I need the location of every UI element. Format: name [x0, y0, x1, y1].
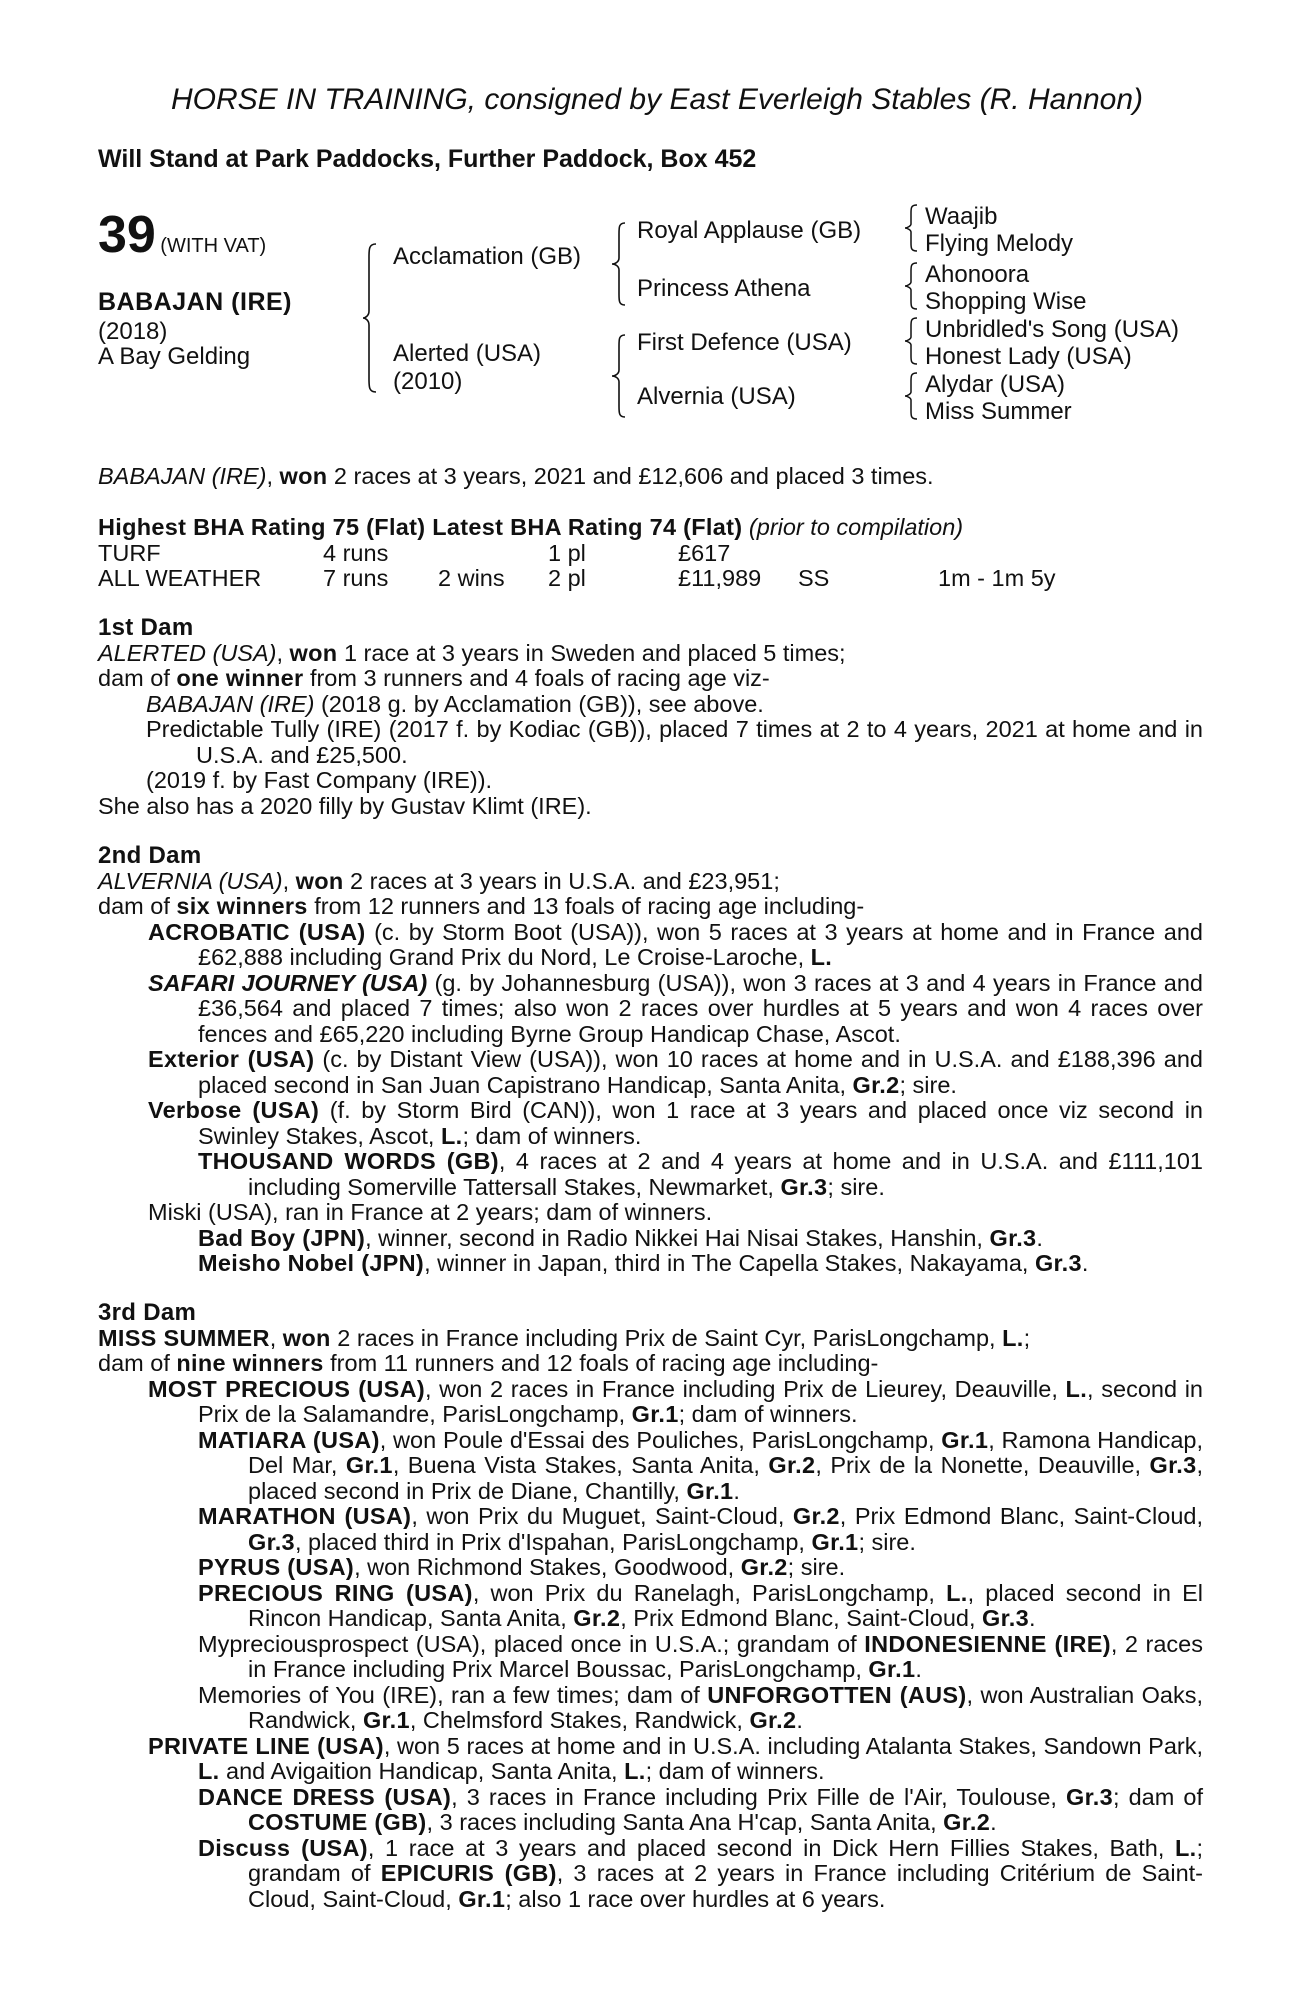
offspring-memories-of-you [98, 1683, 1203, 1734]
text: from 11 runners and 12 foals of racing age including- [323, 1350, 879, 1376]
text: (c. by Storm Boot (USA)), won 5 races at 3 years at home and in France and £62,888 including Grand Prix du Nord, Le Croise-Laroche, [198, 918, 1203, 970]
text: 2 races in France including Prix de Saint Cyr, ParisLongchamp, [330, 1324, 1003, 1351]
text: , Prix Edmond Blanc, Saint-Cloud, [839, 1503, 1203, 1529]
grade: L. [624, 1758, 646, 1784]
text: ; also 1 race over hurdles at 6 years. [505, 1885, 886, 1912]
text: , placed second in El Rincon Handicap, Santa Anita, [248, 1579, 1203, 1631]
rating-heading-line [98, 515, 1203, 541]
third-dam-line-1 [98, 1326, 1203, 1352]
text: , Prix de la Nonette, Deauville, [815, 1452, 1150, 1478]
first-dam-line-1 [98, 641, 1203, 667]
offspring-name: SAFARI JOURNEY (USA) [148, 969, 428, 996]
pedigree-g4: Shopping Wise [925, 288, 1087, 315]
offspring-pyrus [98, 1555, 1203, 1581]
offspring-name: MARATHON (USA) [198, 1503, 412, 1529]
offspring-private-line [98, 1734, 1203, 1785]
offspring-name: PYRUS (USA) [198, 1554, 355, 1580]
grade: Gr.3 [1034, 1250, 1082, 1276]
text: 1 race at 3 years in Sweden and placed 5 times; [337, 639, 846, 666]
lot-info [98, 205, 266, 265]
text: , won Prix du Ranelagh, ParisLongchamp, [472, 1579, 947, 1606]
text: ; sire. [899, 1071, 957, 1098]
pedigree-g6: Honest Lady (USA) [925, 343, 1132, 370]
second-dam-section [98, 843, 1203, 1277]
pedigree-dam-year: (2010) [393, 368, 463, 395]
first-dam-section [98, 615, 1203, 819]
text: ; sire. [858, 1528, 916, 1555]
text: , won 5 races at home and in U.S.A. including Atalanta Stakes, Sandown Park, [383, 1732, 1204, 1759]
rating-heading: Highest BHA Rating 75 (Flat) Latest BHA Rating 74 (Flat) [98, 514, 743, 540]
grade: Gr.2 [573, 1605, 621, 1631]
text: ; dam of winners. [645, 1758, 825, 1784]
grade: Gr.2 [792, 1503, 840, 1529]
offspring-name: THOUSAND WORDS (GB) [198, 1148, 499, 1174]
winners-count: nine winners [176, 1350, 324, 1376]
pedigree-brace-sire [611, 222, 627, 306]
pedigree-g1: Waajib [925, 203, 998, 230]
lot-number: 39 [98, 206, 156, 264]
text: , [282, 867, 296, 894]
turf-code [798, 541, 938, 567]
grade: Gr.1 [362, 1707, 410, 1733]
text: , won Prix du Muguet, Saint-Cloud, [411, 1503, 793, 1529]
horse-name: BABAJAN (IRE) [98, 288, 292, 316]
rating-section [98, 515, 1203, 592]
offspring-safari-journey [98, 971, 1203, 1048]
grade: Gr.3 [1066, 1783, 1113, 1810]
summary-horse-name: BABAJAN (IRE) [98, 463, 267, 489]
pedigree-sire-dam: Princess Athena [637, 275, 811, 302]
text: (c. by Distant View (USA)), won 10 races at home and in U.S.A. and £188,396 and placed second in San Juan Capistrano Handicap, Santa Anita, [198, 1046, 1203, 1098]
won-label: won [282, 1324, 331, 1351]
text: , Buena Vista Stakes, Santa Anita, [392, 1452, 769, 1478]
offspring-discuss [98, 1836, 1203, 1913]
text: , 3 races including Santa Ana H'cap, Santa Anita, [426, 1809, 944, 1835]
grade: L. [198, 1758, 220, 1784]
pedigree-dam: Alerted (USA) [393, 340, 542, 367]
pedigree-g2: Flying Melody [925, 230, 1074, 257]
offspring-name: PRECIOUS RING (USA) [198, 1579, 473, 1606]
offspring-name: INDONESIENNE (IRE) [864, 1630, 1111, 1657]
lot-vat: (WITH VAT) [160, 235, 267, 257]
text: . [915, 1656, 922, 1682]
text: ; grandam of [248, 1834, 1203, 1886]
grade: L. [1002, 1324, 1024, 1351]
offspring-exterior [98, 1047, 1203, 1098]
first-dam-title: 1st Dam [98, 614, 194, 641]
text: , won 2 races in France including Prix de Lieurey, Deauville, [424, 1375, 1066, 1402]
text: (g. by Johannesburg (USA)), won 3 races at 3 and 4 years in France and £36,564 and placed 7 times; also won 2 races over hurdles at 5 years and won 4 races over fences and £65,220 including Byrne Group Handicap Chase, Ascot. [198, 969, 1203, 1047]
pedigree-sire-sire: Royal Applause (GB) [637, 217, 862, 244]
aw-code: SS [798, 565, 830, 591]
summary-rest: 2 races at 3 years, 2021 and £12,606 and placed 3 times. [327, 463, 934, 489]
text: dam of [98, 665, 177, 691]
grade: Gr.1 [345, 1452, 393, 1478]
text: ; dam of winners. [462, 1122, 642, 1149]
text: , 1 race at 3 years and placed second in Dick Hern Fillies Stakes, Bath, [367, 1834, 1175, 1861]
grade: Gr.2 [740, 1554, 788, 1580]
third-dam-line-2 [98, 1351, 1203, 1377]
offspring-marathon [98, 1504, 1203, 1555]
text: , 3 races in France including Prix Fille de l'Air, Toulouse, [451, 1783, 1067, 1810]
offspring-name: COSTUME (GB) [248, 1809, 427, 1835]
offspring-meisho-nobel [98, 1251, 1203, 1277]
aw-surface: ALL WEATHER [98, 565, 262, 591]
text: , 4 races at 2 and 4 years at home and in U.S.A. and £111,101 including Somerville Tattersall Stakes, Newmarket, [248, 1148, 1203, 1200]
grade: L. [440, 1122, 463, 1149]
grade: Gr.3 [248, 1528, 295, 1555]
pedigree-brace-g2 [904, 262, 918, 310]
offspring-dance-dress [98, 1785, 1203, 1836]
offspring-name: PRIVATE LINE (USA) [148, 1732, 384, 1759]
offspring-matiara [98, 1428, 1203, 1505]
aw-runs: 7 runs [323, 565, 389, 591]
text: ; sire. [787, 1554, 846, 1580]
pedigree-g8: Miss Summer [925, 398, 1072, 425]
grade: L. [946, 1579, 968, 1606]
offspring-name: MOST PRECIOUS (USA) [148, 1375, 425, 1402]
race-summary [98, 464, 1203, 490]
grade: Gr.3 [1149, 1452, 1197, 1478]
pedigree-brace-g4 [904, 372, 918, 420]
grade: Gr.1 [686, 1477, 734, 1504]
offspring-name: Exterior (USA) [148, 1046, 315, 1072]
grade: Gr.2 [852, 1071, 900, 1098]
text: , winner, second in Radio Nikkei Hai Nisai Stakes, Hanshin, [365, 1224, 990, 1251]
turf-surface: TURF [98, 539, 161, 566]
grade: Gr.1 [458, 1885, 506, 1912]
offspring-name: Bad Boy (JPN) [198, 1224, 366, 1251]
offspring-most-precious [98, 1377, 1203, 1428]
text: . [990, 1809, 997, 1835]
first-dam-name: ALERTED (USA) [98, 639, 277, 666]
pedigree-brace-g3 [904, 317, 918, 365]
horse-year: (2018) [98, 318, 168, 345]
text: , won Poule d'Essai des Pouliches, ParisLongchamp, [379, 1426, 942, 1453]
text: ; [1023, 1324, 1031, 1351]
text: from 3 runners and 4 foals of racing age viz- [303, 665, 770, 691]
text: . [796, 1707, 803, 1733]
rating-aw-row [98, 566, 1203, 592]
summary-comma: , [266, 463, 280, 489]
text: , placed second in Prix de Diane, Chantilly, [248, 1452, 1203, 1504]
text: Mypreciousprospect (USA), placed once in U.S.A.; grandam of [198, 1630, 865, 1657]
pedigree-dam-sire: First Defence (USA) [637, 329, 852, 356]
aw-placed: 2 pl [548, 565, 586, 591]
pedigree-brace-dam [611, 334, 627, 418]
offspring-name: ACROBATIC (USA) [148, 918, 366, 945]
aw-wins: 2 wins [438, 565, 505, 591]
grade: Gr.1 [631, 1401, 679, 1427]
text: . [1028, 1605, 1036, 1631]
first-dam-line-2 [98, 666, 1203, 692]
offspring-thousand-words [98, 1149, 1203, 1200]
grade: L. [810, 944, 833, 970]
grade: Gr.1 [941, 1426, 989, 1453]
text: and Avigaition Handicap, Santa Anita, [219, 1758, 625, 1784]
text: , winner in Japan, third in The Capella Stakes, Nakayama, [424, 1250, 1035, 1276]
text: , won Richmond Stakes, Goodwood, [354, 1554, 741, 1580]
pedigree-g5: Unbridled's Song (USA) [925, 316, 1180, 343]
text: . [1081, 1250, 1089, 1276]
text: (2018 g. by Acclamation (GB)), see above. [314, 690, 764, 717]
aw-distance: 1m - 1m 5y [938, 565, 1056, 591]
text: , Prix Edmond Blanc, Saint-Cloud, [620, 1605, 983, 1631]
won-label: won [295, 867, 344, 894]
first-dam-offspring-1 [98, 692, 1203, 718]
text: (f. by Storm Bird (CAN)), won 1 race at 3 years and placed once viz second in Swinley Stakes, Ascot, [198, 1097, 1203, 1149]
second-dam-line-1 [98, 869, 1203, 895]
winners-count: six winners [176, 893, 308, 919]
winners-count: one winner [176, 665, 304, 691]
pedigree-dam-dam: Alvernia (USA) [637, 383, 796, 410]
text: ; sire. [827, 1173, 885, 1200]
pedigree-g7: Alydar (USA) [925, 371, 1066, 398]
offspring-name: MATIARA (USA) [198, 1426, 380, 1453]
turf-earnings: £617 [678, 539, 731, 566]
turf-runs: 4 runs [323, 539, 389, 566]
pedigree-sire: Acclamation (GB) [393, 243, 582, 270]
grade: Gr.3 [982, 1605, 1029, 1631]
grade: L. [1065, 1375, 1088, 1402]
won-label: won [289, 639, 338, 666]
pedigree-brace-main [362, 243, 378, 393]
third-dam-section [98, 1300, 1203, 1912]
text: dam of [98, 1350, 177, 1376]
text: , 3 races at 2 years in France including Critérium de Saint-Cloud, Saint-Cloud, [248, 1860, 1204, 1912]
pedigree-g3: Ahonoora [925, 261, 1030, 288]
first-dam-offspring-2: Predictable Tully (IRE) (2017 f. by Kodiac (GB)), placed 7 times at 2 to 4 years, 2021 at home and in U.S.A. and £25,500. [146, 716, 1203, 768]
text: , second in Prix de la Salamandre, ParisLongchamp, [198, 1375, 1203, 1427]
text: dam of [98, 893, 177, 919]
text: , 2 races in France including Prix Marcel Boussac, ParisLongchamp, [248, 1630, 1203, 1682]
text: , Chelmsford Stakes, Randwick, [409, 1707, 750, 1733]
text: 2 races at 3 years in U.S.A. and £23,951; [343, 867, 780, 894]
text: , placed third in Prix d'Ispahan, ParisLongchamp, [294, 1528, 812, 1555]
grade: Gr.2 [943, 1809, 991, 1835]
page-title: HORSE IN TRAINING, consigned by East Everleigh Stables (R. Hannon) [170, 83, 1144, 116]
rating-note: (prior to compilation) [748, 514, 964, 540]
horse-description: A Bay Gelding [98, 343, 251, 370]
text: ; dam of [1112, 1783, 1204, 1810]
stand-location: Will Stand at Park Paddocks, Further Paddock, Box 452 [98, 145, 757, 173]
grade: Gr.1 [868, 1656, 916, 1682]
offspring-mypreciousprospect [98, 1632, 1203, 1683]
turf-distance [938, 541, 1138, 567]
offspring-name: Meisho Nobel (JPN) [198, 1250, 425, 1276]
offspring-name: DANCE DRESS (USA) [198, 1783, 452, 1810]
text: Memories of You (IRE), ran a few times; dam of [198, 1681, 708, 1708]
text: , [269, 1324, 283, 1351]
text: . [1036, 1224, 1043, 1251]
summary-won: won [279, 463, 328, 489]
grade: Gr.3 [989, 1224, 1037, 1251]
text: , Ramona Handicap, Del Mar, [248, 1426, 1203, 1478]
offspring-name: UNFORGOTTEN (AUS) [707, 1681, 967, 1708]
third-dam-name: MISS SUMMER [98, 1324, 270, 1351]
second-dam-title: 2nd Dam [98, 842, 202, 869]
offspring-name: EPICURIS (GB) [380, 1860, 557, 1886]
offspring-name: Discuss (USA) [198, 1834, 368, 1861]
text: from 12 runners and 13 foals of racing age including- [307, 893, 865, 919]
grade: Gr.2 [749, 1707, 797, 1733]
second-dam-name: ALVERNIA (USA) [98, 867, 283, 894]
text: , [276, 639, 290, 666]
turf-wins [438, 541, 548, 567]
grade: Gr.3 [780, 1173, 828, 1200]
text: ; dam of winners. [678, 1401, 858, 1427]
offspring-name: Verbose (USA) [148, 1097, 320, 1123]
second-dam-line-2 [98, 894, 1203, 920]
offspring-verbose [98, 1098, 1203, 1149]
first-dam-note: She also has a 2020 filly by Gustav Klimt (IRE). [98, 792, 592, 819]
offspring-precious-ring [98, 1581, 1203, 1632]
grade: Gr.2 [768, 1452, 816, 1478]
turf-placed: 1 pl [548, 539, 586, 566]
text: , won Australian Oaks, Randwick, [248, 1681, 1204, 1733]
grade: L. [1174, 1834, 1197, 1861]
offspring-bad-boy [98, 1226, 1203, 1252]
rating-turf-row [98, 541, 1203, 567]
first-dam-offspring-3: (2019 f. by Fast Company (IRE)). [146, 767, 493, 793]
text: . [733, 1477, 740, 1504]
grade: Gr.1 [811, 1528, 859, 1555]
offspring-miski: Miski (USA), ran in France at 2 years; dam of winners. [148, 1199, 713, 1225]
offspring-acrobatic [98, 920, 1203, 971]
third-dam-title: 3rd Dam [98, 1299, 197, 1326]
pedigree-brace-g1 [904, 204, 918, 252]
offspring-name: BABAJAN (IRE) [146, 690, 315, 717]
aw-earnings: £11,989 [678, 565, 762, 591]
